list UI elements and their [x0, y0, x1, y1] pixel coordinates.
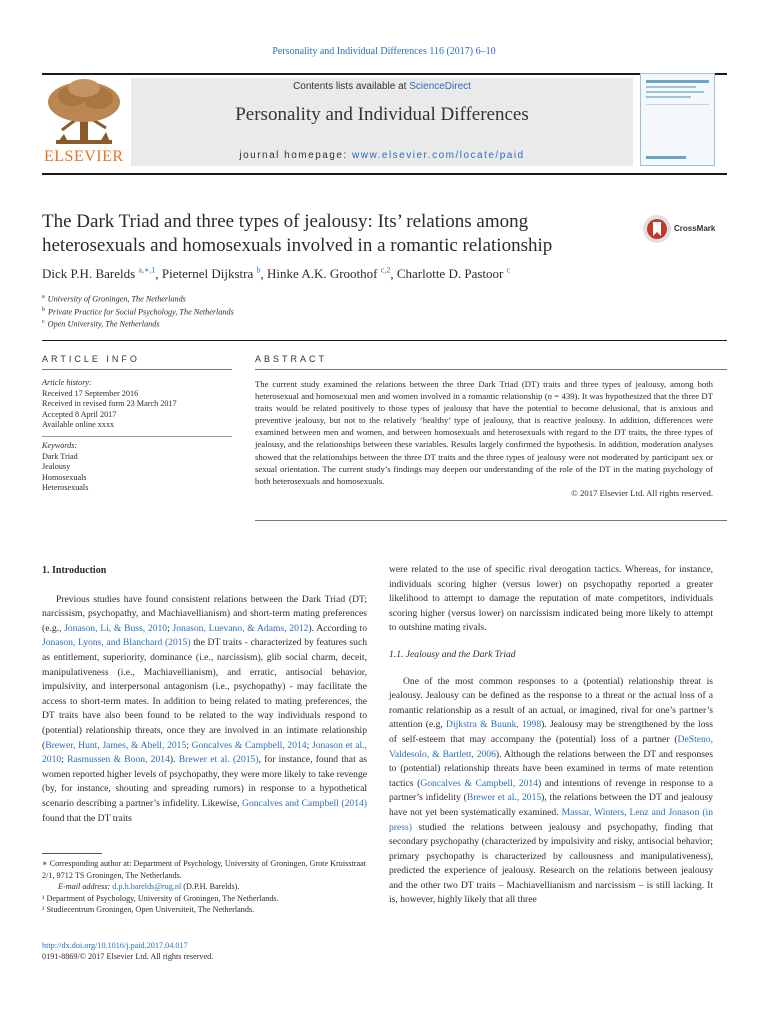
journal-title: Personality and Individual Differences [235, 104, 529, 125]
paragraph: were related to the use of specific rival derogation tactics. Whereas, for instance, individuals scoring higher (versus lower) on psychopathy reported a greater likelihood to attempt to damage the reputation of mate competitors, individuals scoring higher (versus lower) on narcissism indicated being more likely to attempt to outshine mating rivals. [389, 564, 713, 634]
elsevier-logo[interactable] [42, 78, 126, 166]
footnote-corresponding: ∗ Corresponding author at: Department of Psychology, University of Groningen, Grote Kruisstraat 2/1, 9712 TS Groningen, The Netherlands. [42, 859, 367, 880]
sciencedirect-link[interactable]: ScienceDirect [409, 81, 471, 92]
citation-link[interactable]: Rasmussen & Boon, 2014 [67, 754, 170, 766]
citation-link[interactable]: Goncalves and Campbell (2014) [242, 797, 367, 809]
author[interactable]: Pieternel Dijkstra $^b$ [161, 266, 261, 282]
paragraph: One of the most common responses to a (potential) relationship threat is jealousy. Jealousy can be defined as the response to a threat or the actual loss of a romantic relationship as a result of an actual, or imagined, rival for one’s partner’s attention (e.g, Dijkstra & Buunk, 1998). Jealousy may be strengthened by the loss of self-esteem that may accompany the (potential) loss of a partner (DeSteno, Valdesolo, & Bartlett, 2006). Although the relations between the DT and responses to (potential) relationship threats have been examined in terms of mate retention tactics (Goncalves & Campbell, 2014) and intentions of revenge in response to a partner’s infidelity (Brewer et al., 2015), the relations between the DT and jealousy have not yet been systematically examined. Massar, Winters, Lenz and Jonason (in press) studied the relations between jealousy and psychopathy, finding that secondary psychopathy (characterized by impulsivity and risky, antisocial behavior; primary psychopathy is characterized by callousness and manipulativeness), predicted the experience of jealousy. Research on the relations between jealousy and the other two DT traits – Machiavellianism and narcissism – is still lacking. It is, however, highly likely that all three [389, 675, 714, 906]
homepage-link[interactable]: www.elsevier.com/locate/paid [352, 150, 525, 161]
contents-line: Contents lists available at ScienceDirect [293, 81, 471, 92]
abstract-heading: ABSTRACT [255, 354, 328, 364]
affiliation: $^b$ Private Practice for Social Psychology, The Netherlands [42, 306, 234, 317]
abstract-rule [255, 369, 727, 370]
history-item: Received in revised form 23 March 2017 [42, 399, 177, 409]
affiliations [42, 292, 542, 330]
footnotes [42, 858, 372, 916]
citation-link[interactable]: Massar, Winters, Lenz and Jonason (in press) [389, 806, 713, 833]
section-heading: 1. Introduction [42, 565, 107, 576]
cover-image-icon [641, 74, 714, 165]
footnote: ¹ Department of Psychology, University of Groningen, The Netherlands. [42, 893, 279, 903]
author[interactable]: Charlotte D. Pastoor $^c$ [396, 266, 511, 282]
article-info-heading: ARTICLE INFO [42, 354, 140, 364]
citation-link[interactable]: Brewer, Hunt, James, & Abell, 2015 [45, 739, 187, 751]
affiliation: $^a$ University of Groningen, The Netherlands [42, 294, 186, 304]
abstract-bottom-rule [255, 520, 727, 521]
crossmark-label: CrossMark [674, 224, 716, 233]
citation-link[interactable]: Jonason, Li, & Buss, 2010 [64, 622, 168, 634]
homepage-line: journal homepage: www.elsevier.com/locate/paid [239, 150, 525, 161]
keyword: Homosexuals [42, 472, 87, 482]
journal-title-box [131, 78, 633, 166]
article-title: The Dark Triad and three types of jealousy: Its’ relations among heterosexuals and homosexuals involved in a romantic relationship [42, 211, 553, 256]
footnote: ² Studiecentrum Groningen, Open Universiteit, The Netherlands. [42, 905, 255, 914]
keyword: Heterosexuals [42, 483, 89, 493]
citation-link[interactable]: Dijkstra & Buunk, 1998 [446, 719, 542, 731]
doi-link[interactable]: http://dx.doi.org/10.1016/j.paid.2017.04.017 [42, 941, 188, 950]
citation-link[interactable]: DeSteno, Valdesolo, & Bartlett, 2006 [389, 733, 713, 760]
citation-link[interactable]: Goncalves & Campbell, 2014 [191, 739, 307, 751]
history-item: Received 17 September 2016 [42, 388, 139, 398]
abstract-text: The current study examined the relations between the three Dark Triad (DT) traits and three types of jealousy, among both heterosexual and homosexual men and women involved in a romantic relationship (n = 439). It was hypothesized that the three DT traits would be related positively to those types of jealousy that have the potential to become delusional, that is anxious and preventive jealousy, but not to the relatively ‘healthy’ type of jealousy, that is reactive jealousy. In addition, differences were examined between men and women, and between homosexuals and heterosexuals with regard to the DT traits, the three types of jealousy, and the relationships between these variables. Results largely confirmed the hypothesis. In addition, moderation analyses showed that the relationships between the three DT traits and the three types of jealousy were not moderated by participant sex or sexual orientation. The current study’s findings may deepen our understanding of the role of the DT in the mating psychology of both heterosexuals and homosexuals. © 2017 Elsevier Ltd. All rights reserved. [255, 379, 713, 498]
affiliation: $^c$ Open University, The Netherlands [42, 319, 160, 330]
elsevier-tree-icon [42, 78, 126, 148]
author[interactable]: Hinke A.K. Groothof $^{c,2}$ [267, 266, 391, 282]
history-item: Accepted 8 April 2017 [42, 409, 117, 419]
subsection-heading: 1.1. Jealousy and the Dark Triad [389, 648, 516, 660]
author[interactable]: Dick P.H. Barelds $^{a,∗,1}$ [42, 266, 156, 282]
citation-link[interactable]: Goncalves & Campbell, 2014 [420, 777, 539, 789]
article-info [42, 378, 232, 494]
keyword: Dark Triad [42, 451, 78, 461]
citation-link[interactable]: Jonason, Luevano, & Adams, 2012 [172, 622, 309, 634]
keyword: Jealousy [42, 462, 71, 472]
citation-link[interactable]: Jonason, Lyons, and Blanchard (2015) [42, 637, 191, 649]
body-column-right [389, 563, 713, 908]
history-item: Available online xxxx [42, 420, 115, 430]
issn-line: 0191-8869/© 2017 Elsevier Ltd. All rights reserved. [42, 952, 214, 961]
journal-cover-thumbnail[interactable] [640, 73, 715, 166]
doi-block [42, 940, 372, 962]
footnote-email: E-mail address: d.p.h.barelds@rug.nl (D.P.H. Barelds). [58, 882, 240, 891]
journal-citation[interactable]: Personality and Individual Differences 116 (2017) 6–10 [272, 46, 496, 57]
paragraph: Previous studies have found consistent relations between the Dark Triad (DT; narcissism, psychopathy, and Machiavellianism) and short-term mating preferences (e.g., Jonason, Li, & Buss, 2010; Jonason, Luevano, & Adams, 2012). According to Jonason, Lyons, and Blanchard (2015) the DT traits - characterized by features such as entitlement, superiority, dominance (i.e., narcissism), glib social charm, deceit, manipulativeness (i.e., Machiavellianism), and erratic, antisocial behavior, impulsivity, and interpersonal antagonism (i.e., psychopathy) - may facilitate the access to short-term mates. In addition to being related to mating preferences, the DT traits have also been found to be related to the way individuals respond to (potential) relationship threats, once they are involved in an intimate relationship (Brewer, Hunt, James, & Abell, 2015; Goncalves & Campbell, 2014; Jonason et al., 2010; Rasmussen & Boon, 2014). Brewer et al. (2015), for instance, found that as women reported higher levels of psychopathy, they were more likely to take revenge (by, for instance, shouting and spreading rumors) in response to a hypothetical scenario describing a partner’s infidelity. Likewise, Goncalves and Campbell (2014) found that the DT traits [42, 593, 367, 824]
citation-link[interactable]: Brewer et al., 2015 [466, 792, 542, 804]
article-info-rule [42, 369, 232, 370]
keywords-label: Keywords: [42, 440, 78, 450]
header-divider [42, 173, 727, 175]
crossmark-icon [642, 214, 672, 244]
history-label: Article history: [42, 378, 92, 387]
elsevier-wordmark: ELSEVIER [44, 148, 124, 165]
citation-link[interactable]: Brewer et al. (2015) [178, 754, 259, 766]
crossmark-button[interactable] [642, 214, 718, 244]
footnote-rule [42, 853, 102, 854]
abstract-copyright: © 2017 Elsevier Ltd. All rights reserved. [571, 487, 713, 498]
keywords-divider [42, 436, 232, 437]
author-list: Dick P.H. Barelds $^{a,∗,1}$, Pieternel Dijkstra $^b$, Hinke A.K. Groothof $^{c,2}$, Charlotte D. Pastoor $^c$ [42, 266, 511, 282]
email-link[interactable]: d.p.h.barelds@rug.nl [112, 882, 182, 891]
body-column-left [42, 564, 367, 826]
citation-link[interactable]: Jonason et al., 2010 [42, 739, 367, 766]
info-divider [42, 340, 727, 341]
